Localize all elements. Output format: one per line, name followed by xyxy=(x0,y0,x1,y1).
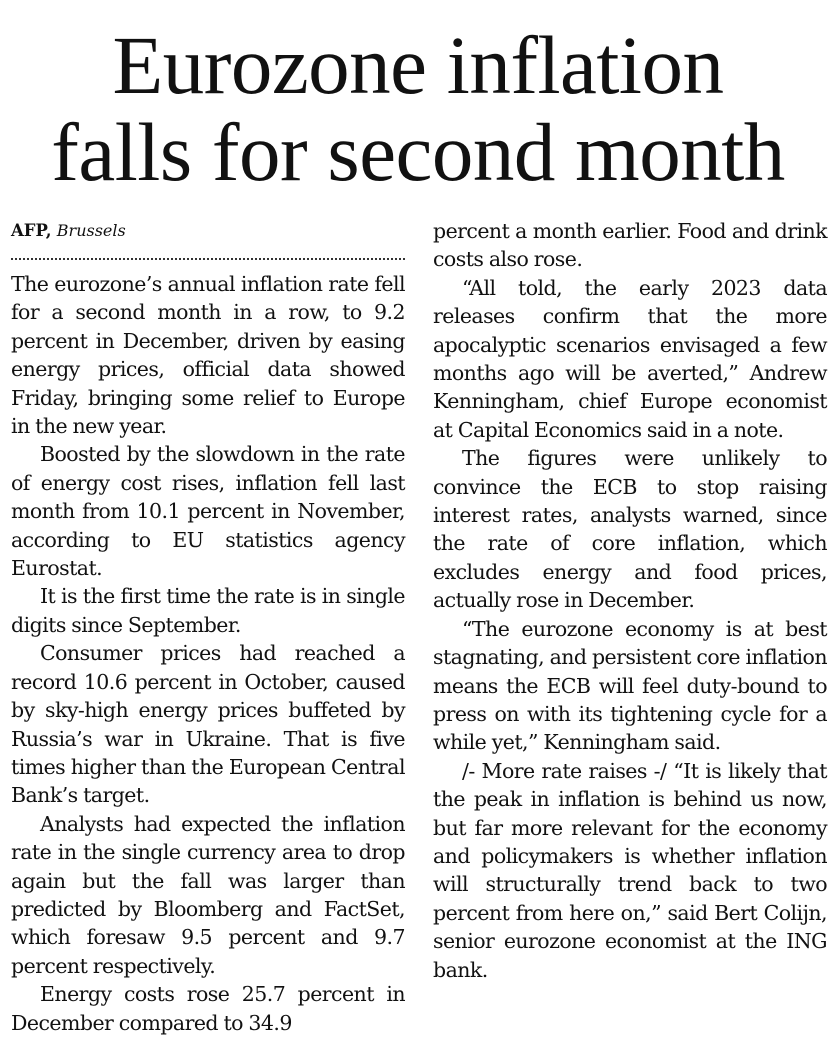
paragraph: “The eurozone economy is at best stagnating, and persistent core inflation means the ECB will feel duty-bound to press on with its tightening cycle for a while yet,” Kenningham said. xyxy=(433,616,827,755)
paragraph: Boosted by the slowdown in the rate of energy cost rises, inflation fell last month from 10.1 percent in November, according to EU statistics agency Eurostat. xyxy=(11,442,405,581)
byline-divider xyxy=(11,258,405,260)
paragraph: “All told, the early 2023 data releases confirm that the more apocalyptic scenarios envisaged a few months ago will be averted,” Andrew Kenningham, chief Europe economist at Capital Economics said in a note. xyxy=(433,275,827,442)
headline-line-1: Eurozone inflation xyxy=(112,19,724,111)
paragraph: /- More rate raises -/ “It is likely that the peak in inflation is behind us now, but far more relevant for the economy and policymakers is whether inflation will structurally trend back to two percent from here on,” said Bert Colijn, senior eurozone economist at the ING bank. xyxy=(433,758,827,982)
paragraph: Analysts had expected the inflation rate in the single currency area to drop again but the fall was larger than predicted by Bloomberg and FactSet, which foresaw 9.5 percent and 9.7 percent respectively. xyxy=(11,811,405,978)
headline xyxy=(0,19,836,198)
article-column-right xyxy=(433,217,827,984)
byline-location: Brussels xyxy=(56,221,126,240)
paragraph: The eurozone’s annual inflation rate fell for a second month in a row, to 9.2 percent in December, driven by easing energy prices, official data showed Friday, bringing some relief to Europe in the new year. xyxy=(11,272,405,439)
paragraph: Energy costs rose 25.7 percent in December compared to 34.9 xyxy=(11,982,405,1035)
paragraph: percent a month earlier. Food and drink costs also rose. xyxy=(433,219,827,272)
paragraph: Consumer prices had reached a record 10.6 percent in October, caused by sky-high energy prices buffeted by Russia’s war in Ukraine. That is five times higher than the European Central Bank’s target. xyxy=(11,641,405,808)
paragraph: It is the first time the rate is in single digits since September. xyxy=(11,584,405,637)
headline-line-2: falls for second month xyxy=(51,106,785,198)
article-column-left xyxy=(11,217,405,1037)
paragraph: The figures were unlikely to convince the ECB to stop raising interest rates, analysts warned, since the rate of core inflation, which excludes energy and food prices, actually rose in December. xyxy=(433,446,827,613)
byline xyxy=(11,217,405,246)
byline-source: AFP, xyxy=(11,221,52,240)
